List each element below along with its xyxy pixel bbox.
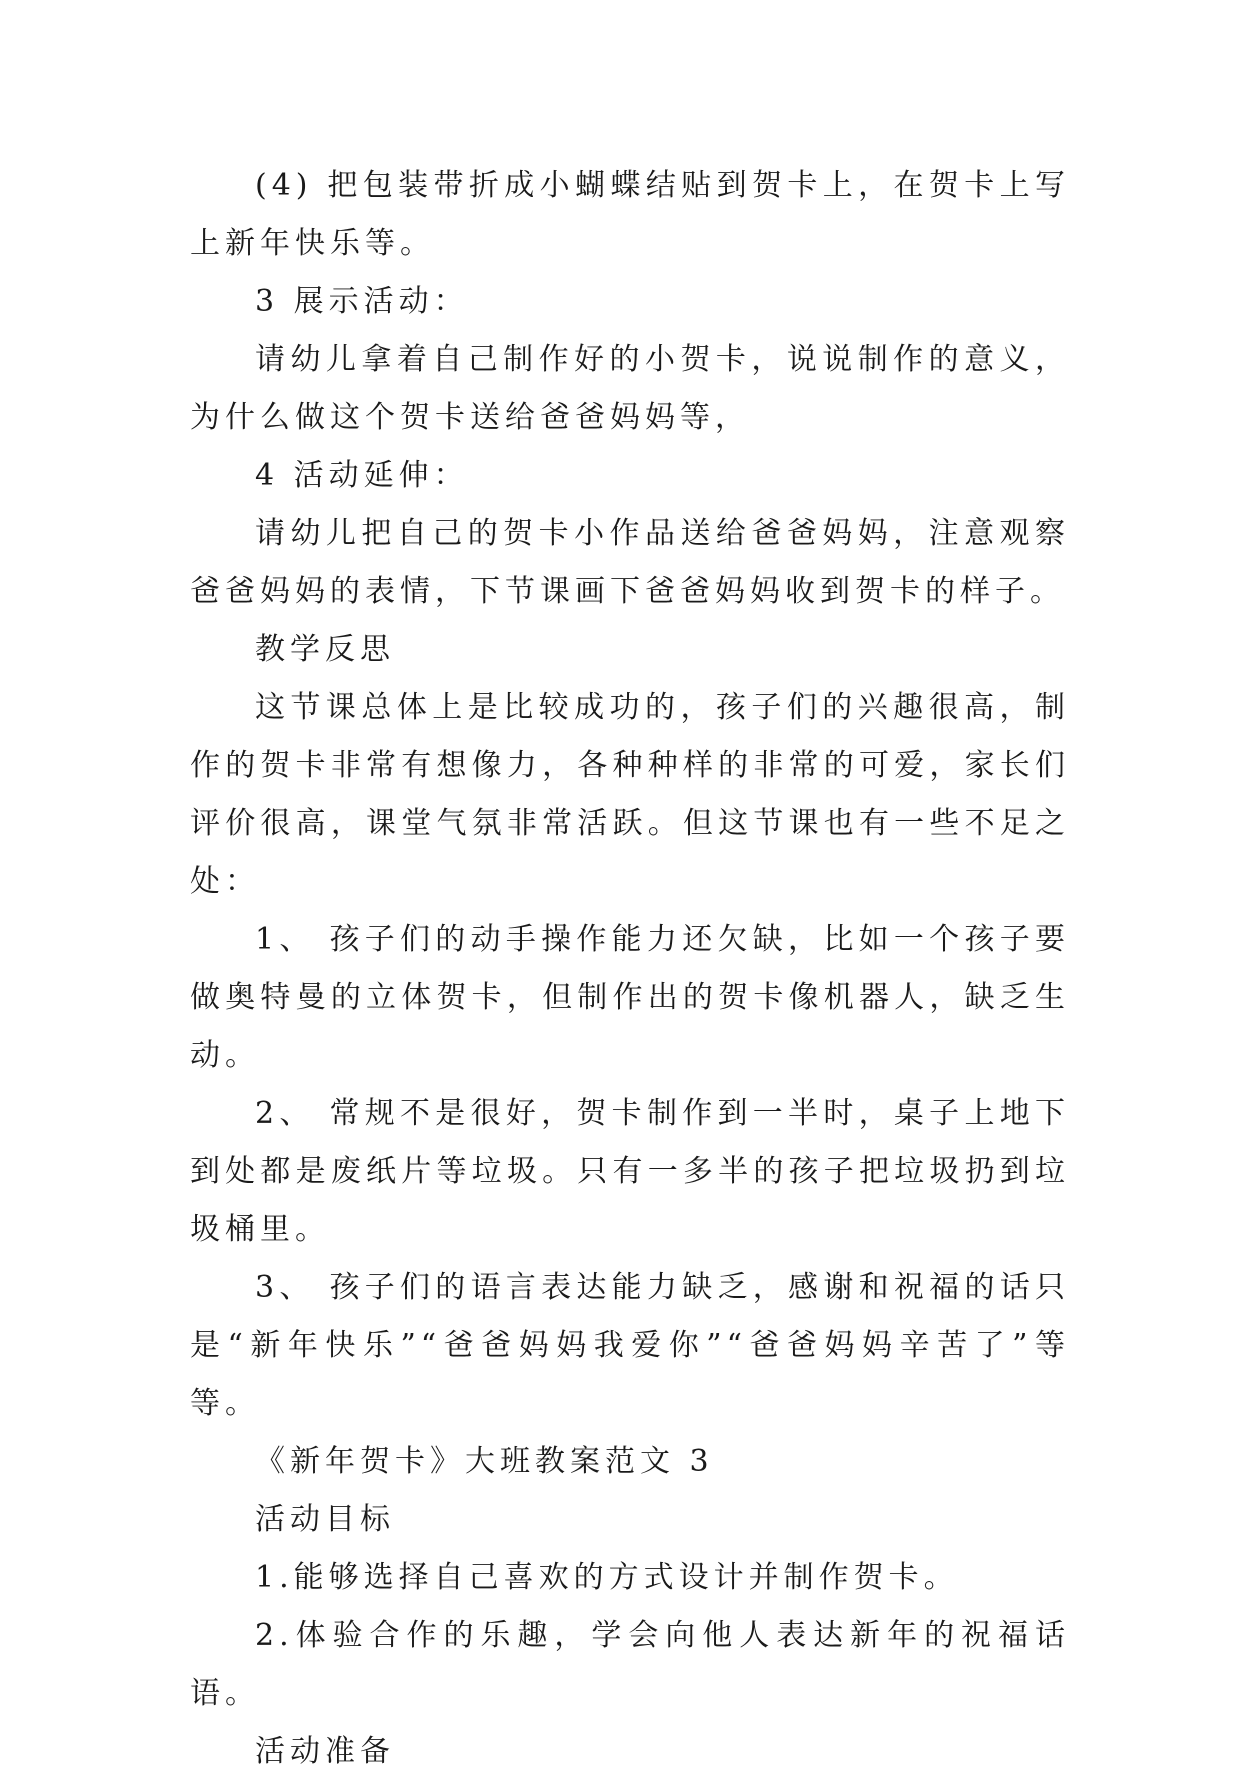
- paragraph-reflection-point-3: 3、 孩子们的语言表达能力缺乏，感谢和祝福的话只是“新年快乐”“爸爸妈妈我爱你”“爸爸妈妈辛苦了”等等。: [190, 1270, 1070, 1421]
- heading-show-activity: 3 展示活动：: [255, 284, 469, 319]
- paragraph-show-activity: 请幼儿拿着自己制作好的小贺卡，说说制作的意义，为什么做这个贺卡送给爸爸妈妈等，: [190, 342, 1070, 435]
- heading-activity-goals: 活动目标: [255, 1502, 395, 1537]
- paragraph-reflection-point-2: 2、 常规不是很好，贺卡制作到一半时，桌子上地下到处都是废纸片等垃圾。只有一多半的孩子把垃圾扔到垃圾桶里。: [190, 1096, 1070, 1247]
- paragraph-reflection-summary: 这节课总体上是比较成功的，孩子们的兴趣很高，制作的贺卡非常有想像力，各种种样的非常的可爱，家长们评价很高，课堂气氛非常活跃。但这节课也有一些不足之处：: [190, 690, 1070, 899]
- heading-activity-extension: 4 活动延伸：: [255, 458, 469, 493]
- heading-teaching-reflection: 教学反思: [255, 632, 395, 667]
- paragraph-goal-1: 1.能够选择自己喜欢的方式设计并制作贺卡。: [255, 1560, 959, 1595]
- paragraph-step-4: (4) 把包装带折成小蝴蝶结贴到贺卡上，在贺卡上写上新年快乐等。: [190, 168, 1070, 261]
- paragraph-activity-extension: 请幼儿把自己的贺卡小作品送给爸爸妈妈，注意观察爸爸妈妈的表情，下节课画下爸爸妈妈收到贺卡的样子。: [190, 516, 1070, 609]
- heading-activity-preparation: 活动准备: [255, 1734, 395, 1769]
- section-title-sample-3: 《新年贺卡》大班教案范文 3: [255, 1444, 714, 1479]
- document-body: [190, 157, 1070, 1781]
- paragraph-goal-2: 2.体验合作的乐趣，学会向他人表达新年的祝福话语。: [190, 1618, 1070, 1711]
- paragraph-reflection-point-1: 1、 孩子们的动手操作能力还欠缺，比如一个孩子要做奥特曼的立体贺卡，但制作出的贺卡像机器人，缺乏生动。: [190, 922, 1070, 1073]
